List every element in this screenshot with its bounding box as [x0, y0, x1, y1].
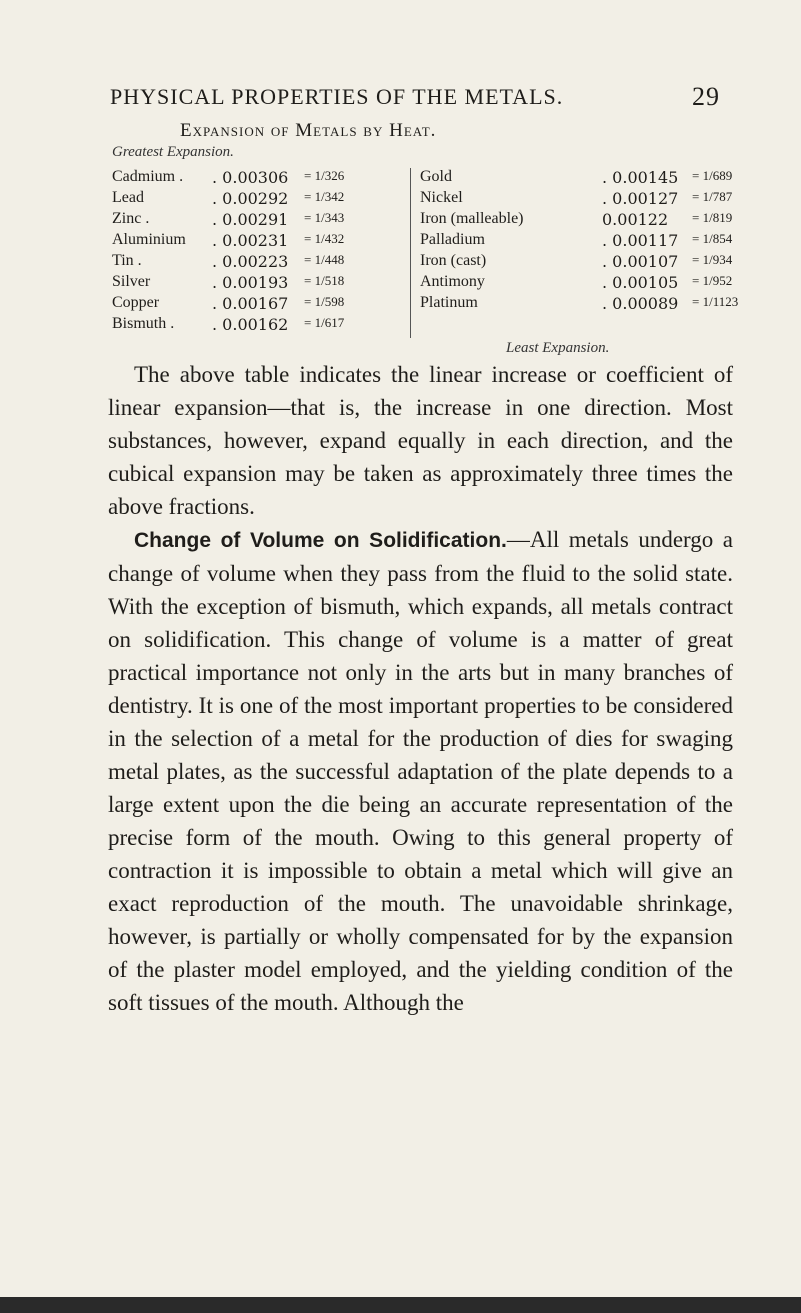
table-row	[420, 210, 733, 231]
table-row	[420, 294, 739, 315]
table-row	[420, 168, 733, 189]
expansion-fraction: = 1/934	[692, 252, 733, 267]
expansion-value: 0.00122	[602, 210, 669, 229]
table-row	[112, 210, 402, 231]
expansion-value: . 0.00223	[212, 252, 289, 271]
expansion-fraction: = 1/518	[304, 273, 345, 288]
table-row	[420, 231, 733, 252]
expansion-value: . 0.00292	[212, 189, 289, 208]
metal-name: Aluminium	[112, 231, 186, 248]
metal-name: Iron (malleable)	[420, 210, 524, 227]
scan-edge	[0, 1297, 801, 1313]
column-divider	[410, 168, 411, 338]
expansion-value: . 0.00162	[212, 315, 289, 334]
metal-name: Bismuth .	[112, 315, 175, 332]
metal-name: Silver	[112, 273, 151, 290]
table-row	[112, 294, 402, 315]
metal-name: Cadmium .	[112, 168, 184, 185]
expansion-value: . 0.00117	[602, 231, 679, 250]
expansion-fraction: = 1/432	[304, 231, 345, 246]
expansion-fraction: = 1/952	[692, 273, 733, 288]
table-row	[112, 252, 402, 273]
paragraph-linear-expansion: The above table indicates the linear increase or coefficient of linear expansion—that is, the increase in one direction. Most substances, however, expand equally in each direction, and the cubical expansion may be taken as approximately three times the above fractions.	[108, 362, 733, 519]
metal-name: Zinc .	[112, 210, 150, 227]
section-heading: Change of Volume on Solidification.	[134, 529, 507, 552]
expansion-fraction: = 1/689	[692, 168, 733, 183]
table-row	[420, 273, 733, 294]
table-row	[112, 273, 402, 294]
expansion-value: . 0.00306	[212, 168, 289, 187]
expansion-value: . 0.00105	[602, 273, 679, 292]
table-row	[112, 231, 402, 252]
metal-name: Copper	[112, 294, 160, 311]
table-row	[112, 315, 402, 336]
expansion-value: . 0.00167	[212, 294, 289, 313]
page-number: 29	[692, 82, 720, 111]
table-row	[420, 189, 733, 210]
table-row	[420, 252, 733, 273]
expansion-fraction: = 1/598	[304, 294, 345, 309]
running-head-title: PHYSICAL PROPERTIES OF THE METALS.	[110, 84, 564, 109]
expansion-fraction: = 1/787	[692, 189, 733, 204]
table-left-column	[112, 168, 402, 336]
expansion-value: . 0.00193	[212, 273, 289, 292]
metal-name: Palladium	[420, 231, 485, 248]
expansion-fraction: = 1/343	[304, 210, 345, 225]
metal-name: Iron (cast)	[420, 252, 487, 269]
metal-name: Antimony	[420, 273, 485, 290]
paragraph-solidification	[108, 523, 733, 1019]
expansion-fraction: = 1/448	[304, 252, 345, 267]
metal-name: Nickel	[420, 189, 463, 206]
paragraph-solidification-text: —All metals undergo a change of volume when they pass from the fluid to the solid state. With the exception of bismuth, which expands, all metals contract on solidification. This change of volume is a matter of great practical importance not only in the arts but in many branches of dentistry. It is one of the most important properties to be considered in the selection of a metal for the production of dies for swaging metal plates, as the successful adaptation of the plate depends to a large extent upon the die being an accurate representation of the precise form of the mouth. Owing to this general property of contraction it is impossible to obtain a metal which will give an exact reproduction of the mouth. The unavoidable shrinkage, however, is partially or wholly compensated for by the expansion of the plaster model employed, and the yielding condition of the soft tissues of the mouth. Although the	[108, 527, 734, 1015]
expansion-fraction: = 1/617	[304, 315, 345, 330]
body-text	[108, 358, 733, 1019]
expansion-value: . 0.00107	[602, 252, 679, 271]
table-row	[112, 168, 402, 189]
table-title: Expansion of Metals by Heat.	[180, 120, 437, 141]
least-expansion-label: Least Expansion.	[506, 340, 610, 356]
expansion-value: . 0.00127	[602, 189, 679, 208]
table-right-column	[420, 168, 739, 315]
expansion-fraction: = 1/326	[304, 168, 345, 183]
table-row	[112, 189, 402, 210]
expansion-value: . 0.00089	[602, 294, 679, 313]
running-head	[110, 84, 720, 110]
greatest-expansion-label: Greatest Expansion.	[112, 144, 234, 160]
expansion-value: . 0.00145	[602, 168, 679, 187]
metal-name: Gold	[420, 168, 452, 185]
expansion-fraction: = 1/854	[692, 231, 733, 246]
expansion-fraction: = 1/819	[692, 210, 733, 225]
metal-name: Lead	[112, 189, 144, 206]
expansion-value: . 0.00231	[212, 231, 289, 250]
expansion-fraction: = 1/1123	[692, 294, 739, 309]
expansion-fraction: = 1/342	[304, 189, 345, 204]
metal-name: Tin .	[112, 252, 142, 269]
metal-name: Platinum	[420, 294, 478, 311]
expansion-value: . 0.00291	[212, 210, 289, 229]
